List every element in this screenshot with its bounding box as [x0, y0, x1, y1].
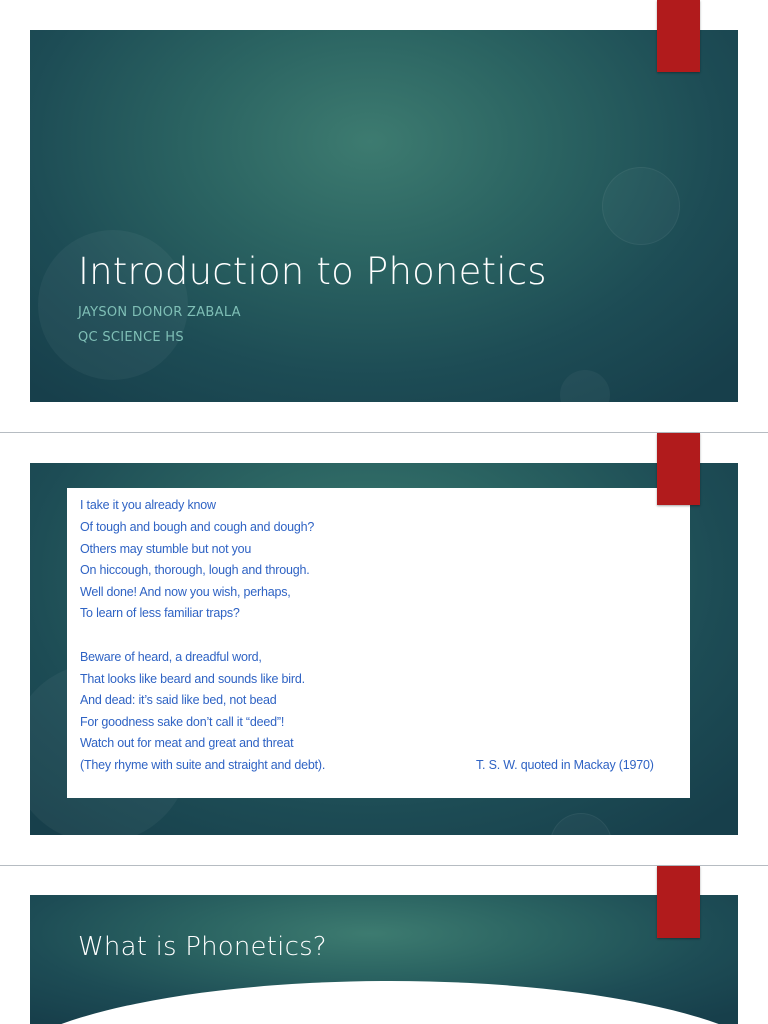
- bokeh-circle: [550, 813, 612, 835]
- author-name: JAYSON DONOR ZABALA: [78, 305, 241, 320]
- poem-box: [67, 488, 690, 798]
- bookmark-ribbon-icon: [657, 433, 700, 505]
- poem-line: I take it you already know: [80, 498, 216, 512]
- bookmark-ribbon-icon: [657, 866, 700, 938]
- poem-line: To learn of less familiar traps?: [80, 606, 240, 620]
- slide-bottom-curve: [30, 981, 738, 1024]
- poem-line: Of tough and bough and cough and dough?: [80, 520, 315, 534]
- slide-3: [30, 895, 738, 1024]
- bookmark-ribbon-icon: [657, 0, 700, 72]
- bokeh-circle: [602, 167, 680, 245]
- poem-citation: T. S. W. quoted in Mackay (1970): [476, 758, 654, 772]
- poem-line: And dead: it’s said like bed, not bead: [80, 693, 277, 707]
- bokeh-circle: [560, 370, 610, 402]
- poem-line: Watch out for meat and great and threat: [80, 736, 294, 750]
- school-name: QC SCIENCE HS: [78, 330, 184, 345]
- poem-line: On hiccough, thorough, lough and through.: [80, 563, 310, 577]
- slide-2: [30, 463, 738, 835]
- poem-line: That looks like beard and sounds like bird.: [80, 672, 305, 686]
- page-divider: [0, 865, 768, 866]
- poem-line: Others may stumble but not you: [80, 542, 252, 556]
- poem-line: Beware of heard, a dreadful word,: [80, 650, 262, 664]
- poem-line: For goodness sake don’t call it “deed”!: [80, 715, 285, 729]
- poem-line: Well done! And now you wish, perhaps,: [80, 585, 291, 599]
- page-divider: [0, 432, 768, 433]
- slide-title: What is Phonetics?: [78, 932, 327, 962]
- slide-1: [30, 30, 738, 402]
- slide-title: Introduction to Phonetics: [78, 250, 547, 293]
- poem-line: (They rhyme with suite and straight and debt).: [80, 758, 326, 772]
